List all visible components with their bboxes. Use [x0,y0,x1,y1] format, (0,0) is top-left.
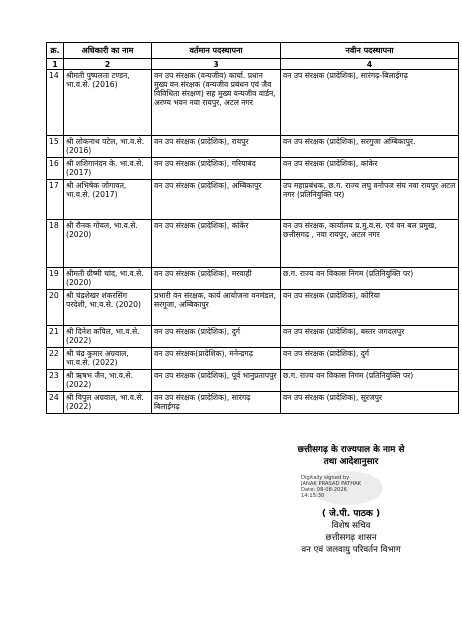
row-new-posting: उप महाप्रबंधक, छ.ग. राज्य लघु वनोपज संघ नवा रायपुर अटल नगर (प्रतिनियुक्ति पर) [281,180,459,220]
governor-line: छत्तीसगढ़ के राज्यपाल के नाम से [297,445,405,455]
digital-time: 14:15:30 [301,493,325,499]
table-header-row [47,43,459,59]
table-row [47,392,459,414]
row-new-posting: छ.ग. राज्य वन विकास निगम (प्रतिनियुक्ति पर) [281,370,459,392]
row-sno: 21 [47,326,64,348]
row-officer-name: श्रीमती पुष्पलता टण्डन, भा.व.से. (2016) [64,70,152,136]
row-sno: 15 [47,136,64,158]
row-current-posting: वन उप संरक्षक (प्रादेशिक), कांकेर [152,220,281,268]
row-current-posting: वन उप संरक्षक (प्रादेशिक), गरियाबंद [152,158,281,180]
column-number: 1 [47,59,64,70]
header-new-posting: नवीन पदस्थापना [281,43,459,59]
row-new-posting: वन उप संरक्षक (प्रादेशिक), बस्तर जगदलपुर [281,326,459,348]
row-new-posting: छ.ग. राज्य वन विकास निगम (प्रतिनियुक्ति पर) [281,268,459,290]
table-row [47,370,459,392]
department-name: वन एवं जलवायु परिवर्तन विभाग [301,545,401,555]
row-new-posting: वन उप संरक्षक (प्रादेशिक), दुर्ग [281,348,459,370]
signature-block [246,444,456,556]
transfer-table [46,42,459,414]
row-new-posting: वन उप संरक्षक (प्रादेशिक), सूरजपुर [281,392,459,414]
row-sno: 16 [47,158,64,180]
column-number: 3 [152,59,281,70]
designation: विशेष सचिव [331,521,371,531]
officer-name: ( जे.पी. पाठक ) [321,509,381,519]
header-current-posting: वर्तमान पदस्थापना [152,43,281,59]
row-current-posting: वन उप संरक्षक (प्रादेशिक), मरवाही [152,268,281,290]
row-current-posting: वन उप संरक्षक(प्रादेशिक), मनेन्द्रगढ़ [152,348,281,370]
table-row [47,136,459,158]
row-new-posting: वन उप संरक्षक (प्रादेशिक), सारंगढ़-बिलाईगढ़ [281,70,459,136]
header-officer-name: अधिकारी का नाम [64,43,152,59]
row-current-posting: वन उप संरक्षक (वन्यजीव) कार्या. प्रधान मुख्य वन संरक्षक (वन्यजीव प्रबंधन एवं जैव विविधिता संरक्षण) सह मुख्य वन्यजीव वार्डन, अरण्य भवन नवा रायपुर, अटल नगर [152,70,281,136]
row-officer-name: श्री लोकनाथ पटेल, भा.व.से. (2016) [64,136,152,158]
row-current-posting: वन उप संरक्षक (प्रादेशिक), रायपुर [152,136,281,158]
row-sno: 19 [47,268,64,290]
row-officer-name: श्री दिनेश कपिल, भा.व.से. (2022) [64,326,152,348]
table-row [47,268,459,290]
table-row [47,326,459,348]
column-number: 4 [281,59,459,70]
row-current-posting: वन उप संरक्षक (प्रादेशिक), दुर्ग [152,326,281,348]
row-officer-name: श्री अभिषेक जोगावत, भा.व.से. (2017) [64,180,152,220]
row-sno: 22 [47,348,64,370]
row-sno: 24 [47,392,64,414]
order-line: तथा आदेशानुसार [323,457,379,467]
row-new-posting: वन उप संरक्षक (प्रादेशिक), कोरिया [281,290,459,326]
row-officer-name: श्री शशिगानंदन के. भा.व.से. (2017) [64,158,152,180]
row-sno: 20 [47,290,64,326]
digital-signer-name: JANAK PRASAD PATHAK [301,481,362,487]
table-row [47,220,459,268]
row-officer-name: श्री चंद्र कुमार अग्रवाल, भा.व.से. (2022) [64,348,152,370]
column-number: 2 [64,59,152,70]
row-new-posting: वन उप संरक्षक (प्रादेशिक), सरगुजा अम्बिकापुर. [281,136,459,158]
digital-signature [297,471,405,503]
column-number-row [47,59,459,70]
table-row [47,348,459,370]
row-sno: 17 [47,180,64,220]
table-row [47,158,459,180]
row-current-posting: वन उप संरक्षक (प्रादेशिक), पूर्व भानुप्रतापपुर [152,370,281,392]
row-sno: 18 [47,220,64,268]
row-officer-name: श्री विपुल अग्रवाल, भा.व.से. (2022) [64,392,152,414]
row-current-posting: प्रभारी वन संरक्षक, कार्य आयोजना वनमंडल, सरगुजा, अम्बिकापुर [152,290,281,326]
header-sno: क्र. [47,43,64,59]
government-name: छत्तीसगढ़ शासन [325,533,377,543]
row-officer-name: श्रीमती ग्रीष्मी चांद, भा.व.से. (2020) [64,268,152,290]
digital-date: Date: 08-08-2026 [301,487,347,493]
table-row [47,70,459,136]
row-officer-name: श्री चंद्रशेखर शंकरसिंग परदेशी, भा.व.से. (2020) [64,290,152,326]
row-sno: 14 [47,70,64,136]
table-row [47,290,459,326]
row-sno: 23 [47,370,64,392]
row-officer-name: श्री रौनक गोयल, भा.व.से. (2020) [64,220,152,268]
row-new-posting: वन उप संरक्षक (प्रादेशिक), कांकेर [281,158,459,180]
row-new-posting: वन उप संरक्षक, कार्यालय प्र.मु.व.स. एवं वन बल प्रमुख, छत्तीसगढ़ , नवा रायपुर, अटल नगर [281,220,459,268]
row-current-posting: वन उप संरक्षक (प्रादेशिक), सारंगढ़ बिलाईगढ़ [152,392,281,414]
row-current-posting: वन उप संरक्षक (प्रादेशिक), अम्बिकापुर [152,180,281,220]
table-row [47,180,459,220]
digital-signed-by: Digitally signed by [301,475,350,481]
row-officer-name: श्री ऋषभ जैन, भा.व.से. (2022) [64,370,152,392]
